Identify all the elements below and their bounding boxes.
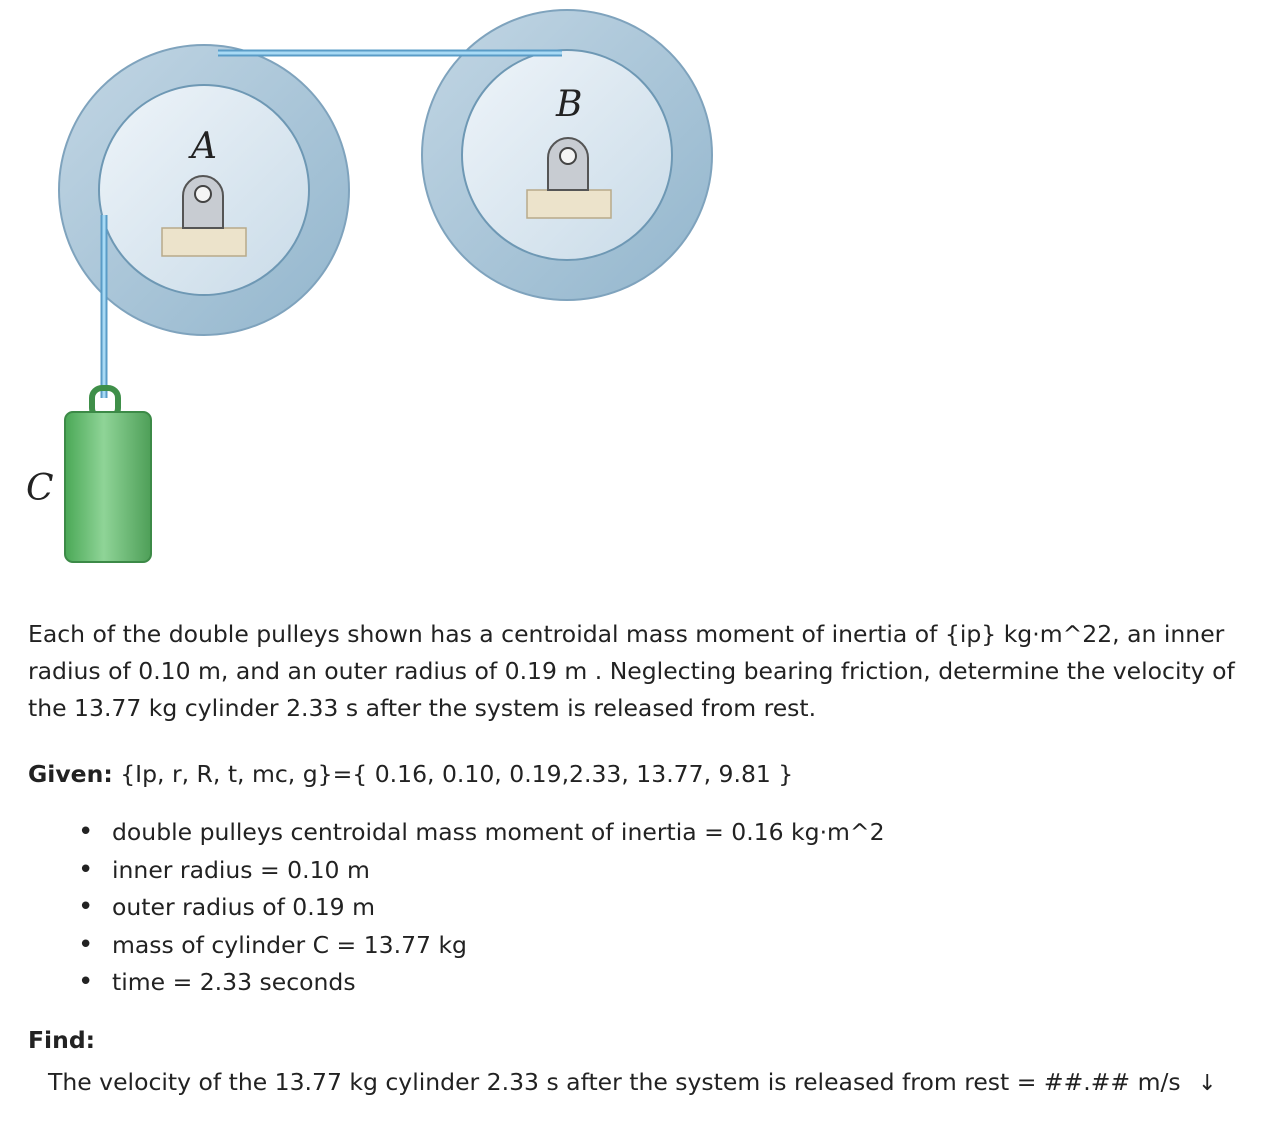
find-label: Find: xyxy=(28,1026,96,1054)
list-item: • time = 2.33 seconds xyxy=(70,964,885,1002)
list-item: • mass of cylinder C = 13.77 kg xyxy=(70,927,885,965)
find-line xyxy=(48,1064,1217,1102)
list-item: • double pulleys centroidal mass moment of inertia = 0.16 kg·m^2 xyxy=(70,814,885,852)
find-text: The velocity of the 13.77 kg cylinder 2.33 s after the system is released from rest = ##.## m/s xyxy=(48,1068,1181,1096)
pulley-diagram xyxy=(0,0,760,580)
list-item: • outer radius of 0.19 m xyxy=(70,889,885,927)
arrow-down-icon: ↓ xyxy=(1198,1071,1217,1096)
list-item: • inner radius = 0.10 m xyxy=(70,852,885,890)
given-list xyxy=(70,814,885,1002)
cylinder-c xyxy=(26,388,151,562)
given-values: {Ip, r, R, t, mc, g}={ 0.16, 0.10, 0.19,2.33, 13.77, 9.81 } xyxy=(120,760,794,788)
given-label: Given: xyxy=(28,760,113,788)
cylinder-c-body xyxy=(65,412,151,562)
pulley-a-label: A xyxy=(191,126,217,167)
given-line xyxy=(28,756,1243,793)
cylinder-c-label: C xyxy=(26,468,54,509)
problem-statement: Each of the double pulleys shown has a centroidal mass moment of inertia of {ip} kg·m^22, an inner radius of 0.10 m, and an outer radius of 0.19 m . Neglecting bearing friction, determine the velocity of the 13.77 kg cylinder 2.33 s after the system is released from rest. xyxy=(28,620,1235,722)
pulley-b-label: B xyxy=(556,84,583,125)
